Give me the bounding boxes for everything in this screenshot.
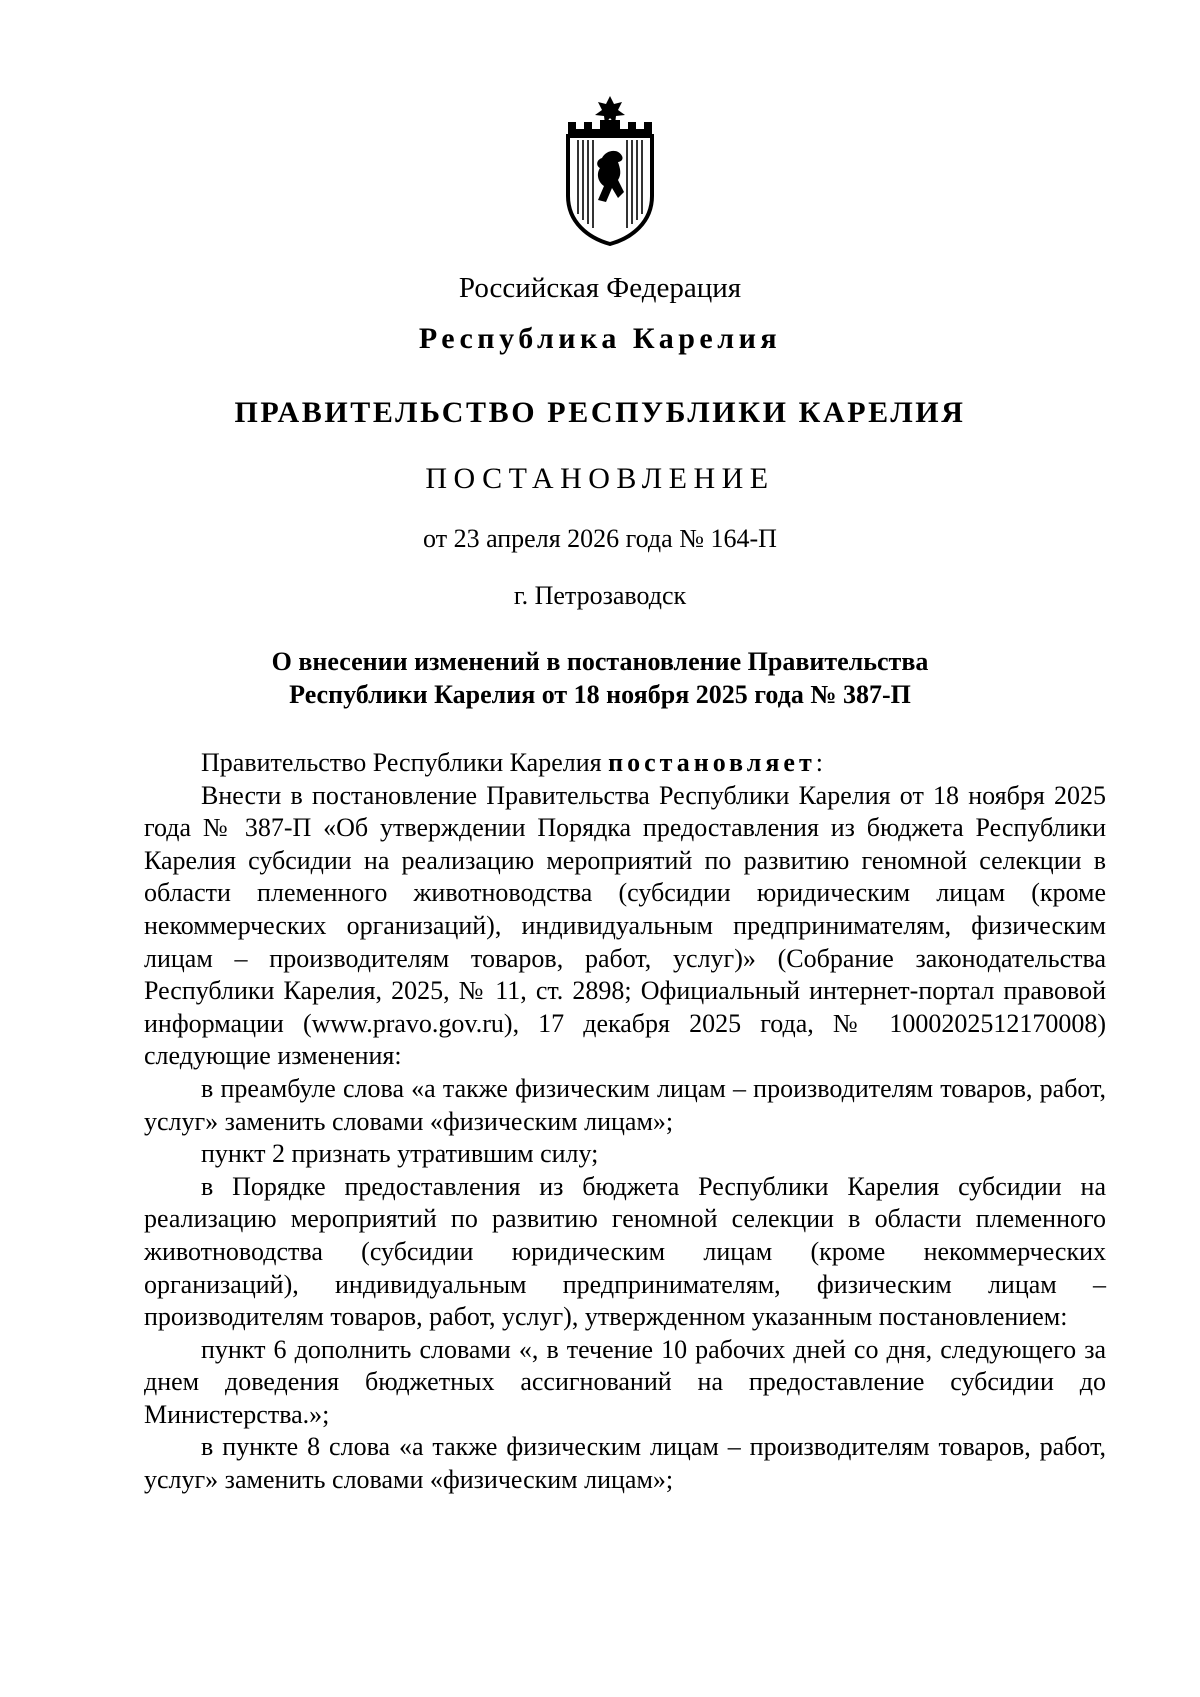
government-name: ПРАВИТЕЛЬСТВО РЕСПУБЛИКИ КАРЕЛИЯ [234,396,966,429]
body-paragraph: в Порядке предоставления из бюджета Республики Карелия субсидии на реализацию мероприятий по развитию геномной селекции в области племенного животноводства (субсидии юридическим лицам (кроме некоммерческих организаций), индивидуальным предпринимателям, физическим лицам – производителям товаров, работ, услуг), утвержденном указанным постановлением: [144,1171,1106,1332]
karelia-coat-of-arms-icon [562,96,658,246]
republic-name: Республика Карелия [418,322,782,355]
body-paragraph: пункт 6 дополнить словами «, в течение 10 рабочих дней со дня, следующего за днем доведения бюджетных ассигнований на предоставление субсидии до Министерства.»; [144,1334,1106,1429]
body-paragraph: в пункте 8 слова «а также физическим лицам – производителям товаров, работ, услуг» заменить словами «физическим лицам»; [144,1432,1106,1495]
intro-colon: : [815,748,823,777]
document-body [144,747,1106,1497]
document-title-line-2: Республики Карелия от 18 ноября 2025 года № 387-П [289,680,911,709]
intro-verb: постановляет [608,748,816,777]
document-date-number: от 23 апреля 2026 года № 164-П [423,524,777,553]
body-paragraph: Внести в постановление Правительства Республики Карелия от 18 ноября 2025 года № 387-П «Об утверждении Порядка предоставления из бюджета Республики Карелия субсидии на реализацию мероприятий по развитию геномной селекции в области племенного животноводства (субсидии юридическим лицам (кроме некоммерческих организаций), индивидуальным предпринимателям, физическим лицам – производителям товаров, работ, услуг)» (Собрание законодательства Республики Карелия, 2025, № 11, ст. 2898; Официальный интернет-портал правовой информации (www.pravo.gov.ru), 17 декабря 2025 года, № 1000202512170008) следующие изменения: [144,780,1106,1071]
document-city: г. Петрозаводск [513,581,687,610]
document-type: ПОСТАНОВЛЕНИЕ [425,462,775,495]
body-paragraph: пункт 2 признать утратившим силу; [201,1139,599,1169]
body-paragraph: в преамбуле слова «а также физическим лицам – производителям товаров, работ, услуг» заменить словами «физическим лицам»; [144,1073,1106,1136]
document-title-line-1: О внесении изменений в постановление Правительства [271,647,929,676]
intro-subject: Правительство Республики Карелия [201,748,602,777]
document-title [0,645,1200,711]
intro-paragraph [144,747,1106,780]
country-name: Российская Федерация [458,272,742,304]
